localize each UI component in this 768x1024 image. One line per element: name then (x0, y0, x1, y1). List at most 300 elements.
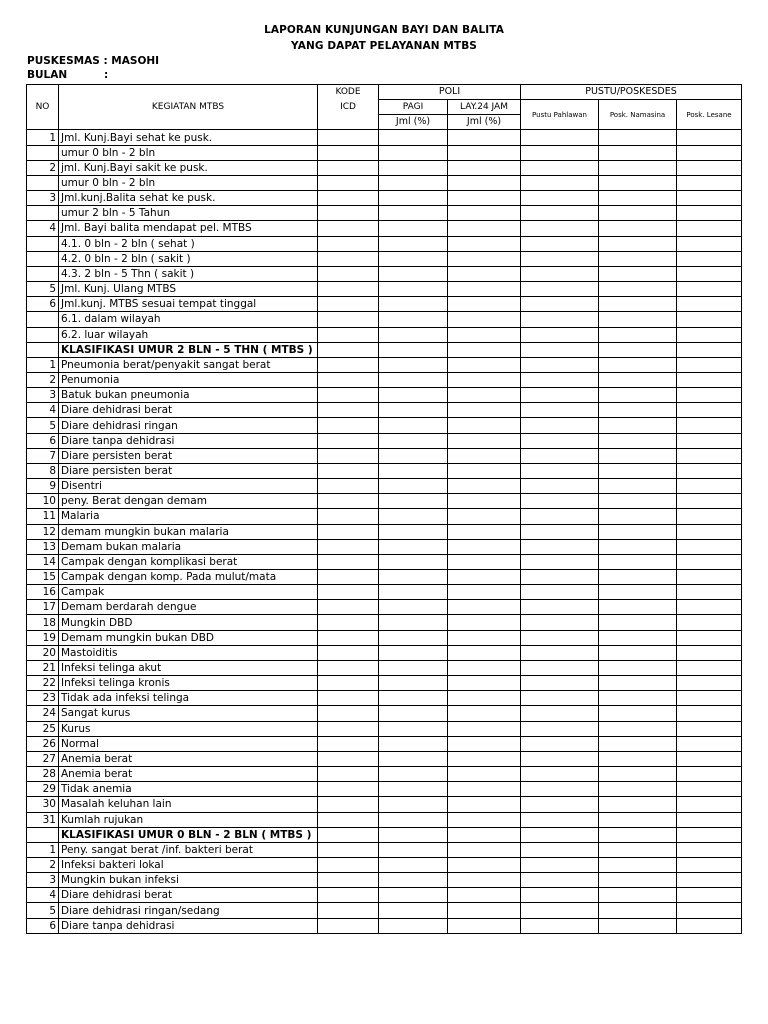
posk-lesane-cell[interactable] (677, 372, 742, 387)
pagi-cell[interactable] (379, 873, 448, 888)
pagi-cell[interactable] (379, 403, 448, 418)
posk-lesane-cell[interactable] (677, 827, 742, 842)
kode-icd-cell[interactable] (318, 206, 379, 221)
posk-lesane-cell[interactable] (677, 767, 742, 782)
kode-icd-cell[interactable] (318, 221, 379, 236)
lay24-cell[interactable] (448, 554, 521, 569)
pustu-pahlawan-cell[interactable] (521, 918, 599, 933)
kode-icd-cell[interactable] (318, 418, 379, 433)
kode-icd-cell[interactable] (318, 857, 379, 872)
posk-namasina-cell[interactable] (599, 145, 677, 160)
kode-icd-cell[interactable] (318, 918, 379, 933)
posk-namasina-cell[interactable] (599, 918, 677, 933)
pustu-pahlawan-cell[interactable] (521, 266, 599, 281)
kode-icd-cell[interactable] (318, 357, 379, 372)
kode-icd-cell[interactable] (318, 888, 379, 903)
posk-lesane-cell[interactable] (677, 706, 742, 721)
pagi-cell[interactable] (379, 600, 448, 615)
kode-icd-cell[interactable] (318, 191, 379, 206)
posk-lesane-cell[interactable] (677, 448, 742, 463)
pustu-pahlawan-cell[interactable] (521, 479, 599, 494)
posk-namasina-cell[interactable] (599, 903, 677, 918)
lay24-cell[interactable] (448, 767, 521, 782)
kode-icd-cell[interactable] (318, 585, 379, 600)
pustu-pahlawan-cell[interactable] (521, 706, 599, 721)
lay24-cell[interactable] (448, 388, 521, 403)
posk-lesane-cell[interactable] (677, 615, 742, 630)
pagi-cell[interactable] (379, 767, 448, 782)
posk-namasina-cell[interactable] (599, 266, 677, 281)
posk-namasina-cell[interactable] (599, 494, 677, 509)
lay24-cell[interactable] (448, 691, 521, 706)
posk-lesane-cell[interactable] (677, 221, 742, 236)
lay24-cell[interactable] (448, 357, 521, 372)
posk-lesane-cell[interactable] (677, 873, 742, 888)
pagi-cell[interactable] (379, 918, 448, 933)
posk-namasina-cell[interactable] (599, 857, 677, 872)
lay24-cell[interactable] (448, 342, 521, 357)
pustu-pahlawan-cell[interactable] (521, 160, 599, 175)
lay24-cell[interactable] (448, 660, 521, 675)
pagi-cell[interactable] (379, 494, 448, 509)
pagi-cell[interactable] (379, 857, 448, 872)
posk-namasina-cell[interactable] (599, 736, 677, 751)
posk-lesane-cell[interactable] (677, 842, 742, 857)
pagi-cell[interactable] (379, 282, 448, 297)
pagi-cell[interactable] (379, 145, 448, 160)
pustu-pahlawan-cell[interactable] (521, 463, 599, 478)
posk-lesane-cell[interactable] (677, 494, 742, 509)
posk-lesane-cell[interactable] (677, 403, 742, 418)
lay24-cell[interactable] (448, 600, 521, 615)
posk-namasina-cell[interactable] (599, 327, 677, 342)
kode-icd-cell[interactable] (318, 842, 379, 857)
pagi-cell[interactable] (379, 130, 448, 145)
posk-lesane-cell[interactable] (677, 600, 742, 615)
lay24-cell[interactable] (448, 160, 521, 175)
posk-lesane-cell[interactable] (677, 357, 742, 372)
posk-lesane-cell[interactable] (677, 297, 742, 312)
lay24-cell[interactable] (448, 736, 521, 751)
kode-icd-cell[interactable] (318, 736, 379, 751)
kode-icd-cell[interactable] (318, 721, 379, 736)
kode-icd-cell[interactable] (318, 524, 379, 539)
posk-namasina-cell[interactable] (599, 357, 677, 372)
pustu-pahlawan-cell[interactable] (521, 509, 599, 524)
posk-namasina-cell[interactable] (599, 767, 677, 782)
pagi-cell[interactable] (379, 615, 448, 630)
pustu-pahlawan-cell[interactable] (521, 812, 599, 827)
posk-namasina-cell[interactable] (599, 221, 677, 236)
posk-lesane-cell[interactable] (677, 175, 742, 190)
kode-icd-cell[interactable] (318, 570, 379, 585)
pagi-cell[interactable] (379, 312, 448, 327)
pagi-cell[interactable] (379, 388, 448, 403)
posk-lesane-cell[interactable] (677, 160, 742, 175)
posk-lesane-cell[interactable] (677, 130, 742, 145)
kode-icd-cell[interactable] (318, 282, 379, 297)
posk-lesane-cell[interactable] (677, 342, 742, 357)
kode-icd-cell[interactable] (318, 630, 379, 645)
posk-namasina-cell[interactable] (599, 418, 677, 433)
posk-namasina-cell[interactable] (599, 130, 677, 145)
kode-icd-cell[interactable] (318, 660, 379, 675)
kode-icd-cell[interactable] (318, 342, 379, 357)
pagi-cell[interactable] (379, 463, 448, 478)
pagi-cell[interactable] (379, 630, 448, 645)
pustu-pahlawan-cell[interactable] (521, 221, 599, 236)
pustu-pahlawan-cell[interactable] (521, 751, 599, 766)
posk-namasina-cell[interactable] (599, 782, 677, 797)
kode-icd-cell[interactable] (318, 160, 379, 175)
posk-namasina-cell[interactable] (599, 721, 677, 736)
posk-lesane-cell[interactable] (677, 736, 742, 751)
lay24-cell[interactable] (448, 175, 521, 190)
kode-icd-cell[interactable] (318, 403, 379, 418)
pustu-pahlawan-cell[interactable] (521, 418, 599, 433)
lay24-cell[interactable] (448, 448, 521, 463)
kode-icd-cell[interactable] (318, 600, 379, 615)
pustu-pahlawan-cell[interactable] (521, 175, 599, 190)
lay24-cell[interactable] (448, 645, 521, 660)
posk-namasina-cell[interactable] (599, 297, 677, 312)
posk-lesane-cell[interactable] (677, 585, 742, 600)
pagi-cell[interactable] (379, 797, 448, 812)
pagi-cell[interactable] (379, 327, 448, 342)
pustu-pahlawan-cell[interactable] (521, 433, 599, 448)
kode-icd-cell[interactable] (318, 463, 379, 478)
kode-icd-cell[interactable] (318, 479, 379, 494)
pustu-pahlawan-cell[interactable] (521, 403, 599, 418)
pagi-cell[interactable] (379, 433, 448, 448)
pustu-pahlawan-cell[interactable] (521, 327, 599, 342)
pagi-cell[interactable] (379, 554, 448, 569)
pustu-pahlawan-cell[interactable] (521, 251, 599, 266)
posk-namasina-cell[interactable] (599, 282, 677, 297)
pagi-cell[interactable] (379, 160, 448, 175)
pustu-pahlawan-cell[interactable] (521, 570, 599, 585)
posk-namasina-cell[interactable] (599, 676, 677, 691)
posk-lesane-cell[interactable] (677, 676, 742, 691)
posk-lesane-cell[interactable] (677, 888, 742, 903)
kode-icd-cell[interactable] (318, 251, 379, 266)
lay24-cell[interactable] (448, 676, 521, 691)
lay24-cell[interactable] (448, 721, 521, 736)
posk-lesane-cell[interactable] (677, 479, 742, 494)
pustu-pahlawan-cell[interactable] (521, 524, 599, 539)
kode-icd-cell[interactable] (318, 554, 379, 569)
posk-lesane-cell[interactable] (677, 660, 742, 675)
pustu-pahlawan-cell[interactable] (521, 539, 599, 554)
pustu-pahlawan-cell[interactable] (521, 873, 599, 888)
pustu-pahlawan-cell[interactable] (521, 691, 599, 706)
pagi-cell[interactable] (379, 357, 448, 372)
kode-icd-cell[interactable] (318, 327, 379, 342)
posk-lesane-cell[interactable] (677, 630, 742, 645)
pagi-cell[interactable] (379, 903, 448, 918)
pagi-cell[interactable] (379, 706, 448, 721)
pustu-pahlawan-cell[interactable] (521, 630, 599, 645)
pustu-pahlawan-cell[interactable] (521, 357, 599, 372)
kode-icd-cell[interactable] (318, 797, 379, 812)
kode-icd-cell[interactable] (318, 388, 379, 403)
pagi-cell[interactable] (379, 236, 448, 251)
kode-icd-cell[interactable] (318, 873, 379, 888)
pustu-pahlawan-cell[interactable] (521, 600, 599, 615)
pustu-pahlawan-cell[interactable] (521, 342, 599, 357)
lay24-cell[interactable] (448, 251, 521, 266)
pagi-cell[interactable] (379, 645, 448, 660)
posk-lesane-cell[interactable] (677, 524, 742, 539)
posk-namasina-cell[interactable] (599, 160, 677, 175)
lay24-cell[interactable] (448, 191, 521, 206)
pustu-pahlawan-cell[interactable] (521, 388, 599, 403)
posk-lesane-cell[interactable] (677, 509, 742, 524)
pagi-cell[interactable] (379, 585, 448, 600)
pagi-cell[interactable] (379, 827, 448, 842)
pagi-cell[interactable] (379, 812, 448, 827)
pustu-pahlawan-cell[interactable] (521, 282, 599, 297)
posk-namasina-cell[interactable] (599, 842, 677, 857)
lay24-cell[interactable] (448, 539, 521, 554)
posk-namasina-cell[interactable] (599, 812, 677, 827)
pagi-cell[interactable] (379, 782, 448, 797)
kode-icd-cell[interactable] (318, 236, 379, 251)
lay24-cell[interactable] (448, 570, 521, 585)
kode-icd-cell[interactable] (318, 782, 379, 797)
lay24-cell[interactable] (448, 479, 521, 494)
pagi-cell[interactable] (379, 372, 448, 387)
posk-lesane-cell[interactable] (677, 206, 742, 221)
lay24-cell[interactable] (448, 751, 521, 766)
lay24-cell[interactable] (448, 630, 521, 645)
kode-icd-cell[interactable] (318, 645, 379, 660)
posk-lesane-cell[interactable] (677, 721, 742, 736)
pagi-cell[interactable] (379, 448, 448, 463)
lay24-cell[interactable] (448, 585, 521, 600)
posk-namasina-cell[interactable] (599, 509, 677, 524)
posk-namasina-cell[interactable] (599, 660, 677, 675)
posk-namasina-cell[interactable] (599, 873, 677, 888)
kode-icd-cell[interactable] (318, 827, 379, 842)
lay24-cell[interactable] (448, 857, 521, 872)
posk-namasina-cell[interactable] (599, 403, 677, 418)
posk-lesane-cell[interactable] (677, 266, 742, 281)
lay24-cell[interactable] (448, 327, 521, 342)
kode-icd-cell[interactable] (318, 297, 379, 312)
lay24-cell[interactable] (448, 130, 521, 145)
posk-lesane-cell[interactable] (677, 857, 742, 872)
kode-icd-cell[interactable] (318, 448, 379, 463)
pagi-cell[interactable] (379, 418, 448, 433)
posk-namasina-cell[interactable] (599, 433, 677, 448)
pagi-cell[interactable] (379, 297, 448, 312)
pustu-pahlawan-cell[interactable] (521, 448, 599, 463)
posk-lesane-cell[interactable] (677, 145, 742, 160)
posk-namasina-cell[interactable] (599, 539, 677, 554)
posk-lesane-cell[interactable] (677, 539, 742, 554)
kode-icd-cell[interactable] (318, 312, 379, 327)
posk-lesane-cell[interactable] (677, 282, 742, 297)
kode-icd-cell[interactable] (318, 539, 379, 554)
lay24-cell[interactable] (448, 282, 521, 297)
posk-namasina-cell[interactable] (599, 570, 677, 585)
pagi-cell[interactable] (379, 751, 448, 766)
posk-namasina-cell[interactable] (599, 206, 677, 221)
lay24-cell[interactable] (448, 615, 521, 630)
kode-icd-cell[interactable] (318, 509, 379, 524)
pustu-pahlawan-cell[interactable] (521, 645, 599, 660)
lay24-cell[interactable] (448, 797, 521, 812)
lay24-cell[interactable] (448, 903, 521, 918)
posk-namasina-cell[interactable] (599, 630, 677, 645)
lay24-cell[interactable] (448, 918, 521, 933)
posk-namasina-cell[interactable] (599, 372, 677, 387)
pagi-cell[interactable] (379, 842, 448, 857)
pagi-cell[interactable] (379, 191, 448, 206)
posk-lesane-cell[interactable] (677, 782, 742, 797)
pagi-cell[interactable] (379, 721, 448, 736)
kode-icd-cell[interactable] (318, 266, 379, 281)
posk-namasina-cell[interactable] (599, 236, 677, 251)
pustu-pahlawan-cell[interactable] (521, 660, 599, 675)
kode-icd-cell[interactable] (318, 706, 379, 721)
pagi-cell[interactable] (379, 206, 448, 221)
pustu-pahlawan-cell[interactable] (521, 585, 599, 600)
lay24-cell[interactable] (448, 888, 521, 903)
pustu-pahlawan-cell[interactable] (521, 842, 599, 857)
pustu-pahlawan-cell[interactable] (521, 903, 599, 918)
posk-lesane-cell[interactable] (677, 570, 742, 585)
kode-icd-cell[interactable] (318, 751, 379, 766)
pustu-pahlawan-cell[interactable] (521, 827, 599, 842)
lay24-cell[interactable] (448, 433, 521, 448)
pustu-pahlawan-cell[interactable] (521, 767, 599, 782)
posk-lesane-cell[interactable] (677, 418, 742, 433)
posk-namasina-cell[interactable] (599, 448, 677, 463)
pustu-pahlawan-cell[interactable] (521, 676, 599, 691)
lay24-cell[interactable] (448, 236, 521, 251)
pustu-pahlawan-cell[interactable] (521, 236, 599, 251)
pagi-cell[interactable] (379, 570, 448, 585)
pustu-pahlawan-cell[interactable] (521, 721, 599, 736)
kode-icd-cell[interactable] (318, 130, 379, 145)
posk-lesane-cell[interactable] (677, 691, 742, 706)
lay24-cell[interactable] (448, 266, 521, 281)
pustu-pahlawan-cell[interactable] (521, 797, 599, 812)
lay24-cell[interactable] (448, 372, 521, 387)
posk-namasina-cell[interactable] (599, 691, 677, 706)
posk-lesane-cell[interactable] (677, 918, 742, 933)
posk-namasina-cell[interactable] (599, 645, 677, 660)
lay24-cell[interactable] (448, 418, 521, 433)
pustu-pahlawan-cell[interactable] (521, 191, 599, 206)
lay24-cell[interactable] (448, 873, 521, 888)
pagi-cell[interactable] (379, 691, 448, 706)
posk-lesane-cell[interactable] (677, 463, 742, 478)
lay24-cell[interactable] (448, 706, 521, 721)
pustu-pahlawan-cell[interactable] (521, 494, 599, 509)
posk-namasina-cell[interactable] (599, 706, 677, 721)
posk-lesane-cell[interactable] (677, 645, 742, 660)
posk-namasina-cell[interactable] (599, 751, 677, 766)
kode-icd-cell[interactable] (318, 676, 379, 691)
pustu-pahlawan-cell[interactable] (521, 888, 599, 903)
pustu-pahlawan-cell[interactable] (521, 857, 599, 872)
posk-namasina-cell[interactable] (599, 524, 677, 539)
lay24-cell[interactable] (448, 221, 521, 236)
pagi-cell[interactable] (379, 266, 448, 281)
pagi-cell[interactable] (379, 539, 448, 554)
lay24-cell[interactable] (448, 827, 521, 842)
kode-icd-cell[interactable] (318, 494, 379, 509)
lay24-cell[interactable] (448, 463, 521, 478)
posk-lesane-cell[interactable] (677, 388, 742, 403)
posk-namasina-cell[interactable] (599, 888, 677, 903)
posk-namasina-cell[interactable] (599, 175, 677, 190)
pustu-pahlawan-cell[interactable] (521, 145, 599, 160)
kode-icd-cell[interactable] (318, 903, 379, 918)
posk-lesane-cell[interactable] (677, 327, 742, 342)
lay24-cell[interactable] (448, 524, 521, 539)
posk-lesane-cell[interactable] (677, 751, 742, 766)
posk-namasina-cell[interactable] (599, 388, 677, 403)
posk-lesane-cell[interactable] (677, 236, 742, 251)
pustu-pahlawan-cell[interactable] (521, 782, 599, 797)
posk-namasina-cell[interactable] (599, 342, 677, 357)
lay24-cell[interactable] (448, 403, 521, 418)
kode-icd-cell[interactable] (318, 433, 379, 448)
lay24-cell[interactable] (448, 509, 521, 524)
pustu-pahlawan-cell[interactable] (521, 206, 599, 221)
lay24-cell[interactable] (448, 145, 521, 160)
posk-lesane-cell[interactable] (677, 797, 742, 812)
pagi-cell[interactable] (379, 479, 448, 494)
pustu-pahlawan-cell[interactable] (521, 554, 599, 569)
posk-lesane-cell[interactable] (677, 191, 742, 206)
lay24-cell[interactable] (448, 312, 521, 327)
posk-lesane-cell[interactable] (677, 251, 742, 266)
pagi-cell[interactable] (379, 175, 448, 190)
pagi-cell[interactable] (379, 509, 448, 524)
posk-lesane-cell[interactable] (677, 903, 742, 918)
pagi-cell[interactable] (379, 660, 448, 675)
posk-namasina-cell[interactable] (599, 797, 677, 812)
pagi-cell[interactable] (379, 342, 448, 357)
pagi-cell[interactable] (379, 221, 448, 236)
kode-icd-cell[interactable] (318, 372, 379, 387)
posk-namasina-cell[interactable] (599, 479, 677, 494)
lay24-cell[interactable] (448, 297, 521, 312)
posk-lesane-cell[interactable] (677, 554, 742, 569)
posk-namasina-cell[interactable] (599, 251, 677, 266)
kode-icd-cell[interactable] (318, 767, 379, 782)
pagi-cell[interactable] (379, 888, 448, 903)
pustu-pahlawan-cell[interactable] (521, 297, 599, 312)
posk-lesane-cell[interactable] (677, 433, 742, 448)
kode-icd-cell[interactable] (318, 812, 379, 827)
pagi-cell[interactable] (379, 251, 448, 266)
kode-icd-cell[interactable] (318, 615, 379, 630)
pustu-pahlawan-cell[interactable] (521, 372, 599, 387)
posk-namasina-cell[interactable] (599, 827, 677, 842)
pagi-cell[interactable] (379, 524, 448, 539)
pustu-pahlawan-cell[interactable] (521, 736, 599, 751)
pagi-cell[interactable] (379, 676, 448, 691)
kode-icd-cell[interactable] (318, 175, 379, 190)
lay24-cell[interactable] (448, 494, 521, 509)
pustu-pahlawan-cell[interactable] (521, 615, 599, 630)
